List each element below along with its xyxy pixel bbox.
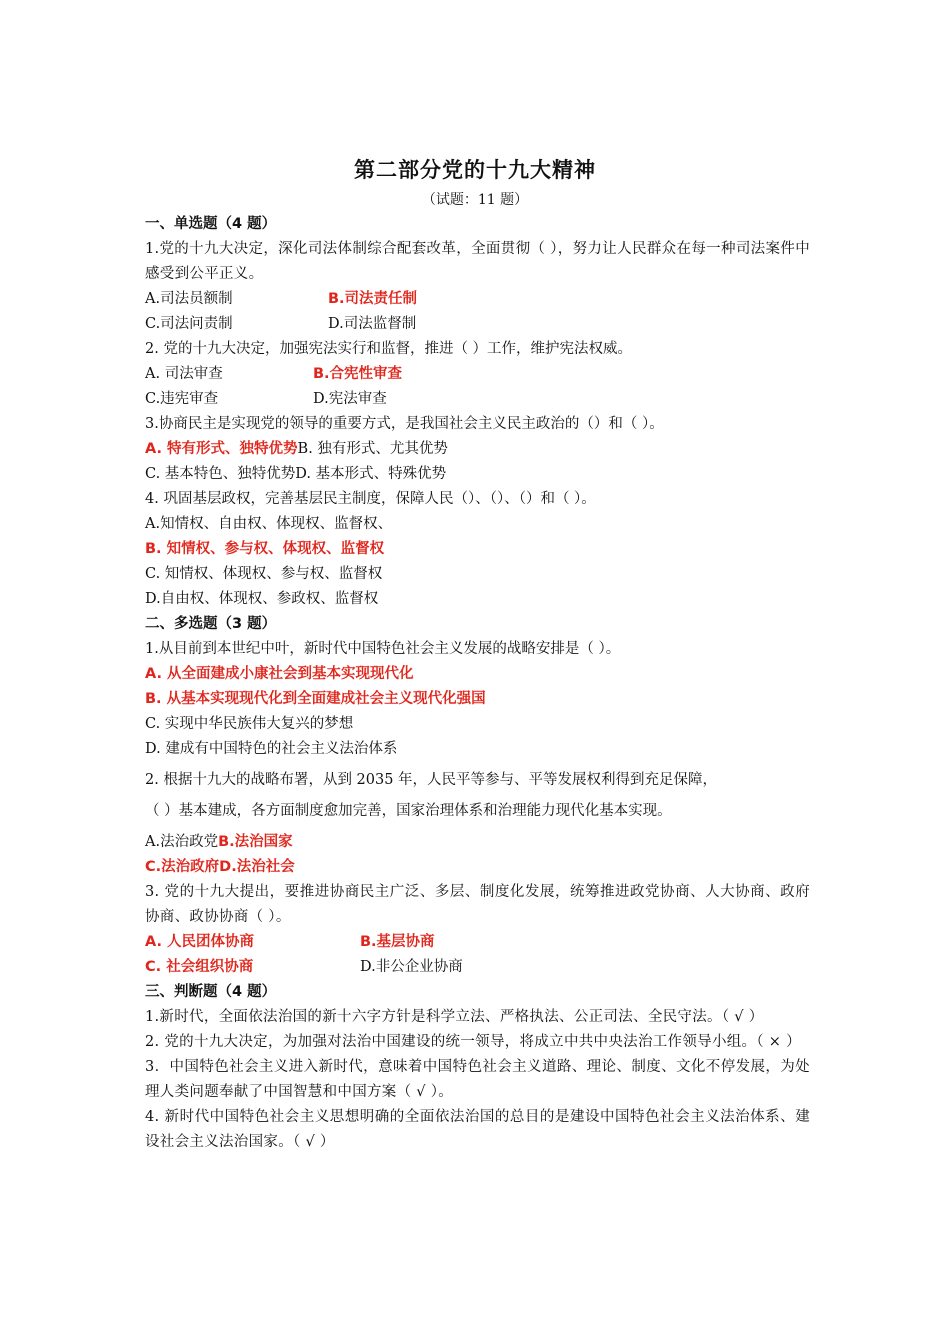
s2-q3-option-b-answer: B.基层协商 xyxy=(360,934,435,950)
s2-q2-option-b-answer: B.法治国家 xyxy=(218,834,293,850)
s1-q3-option-c: C. 基本特色、独特优势 xyxy=(145,466,296,482)
s2-q1-option-b-answer: B. 从基本实现现代化到全面建成社会主义现代化强国 xyxy=(145,691,486,707)
s1-q3-option-d: D. 基本形式、特殊优势 xyxy=(295,466,447,482)
s1-q4-option-c: C. 知情权、体现权、参与权、监督权 xyxy=(145,566,383,582)
s2-q3-options-row2 xyxy=(145,955,810,980)
s2-q2-text: 2. 根据十九大的战略布署，从到 2035 年，人民平等参与、平等发展权利得到充足保障， xyxy=(145,772,718,788)
s1-q3-text: 3.协商民主是实现党的领导的重要方式，是我国社会主义民主政治的（）和（ ）。 xyxy=(145,416,664,432)
s1-q4-option-d: D.自由权、体现权、参政权、监督权 xyxy=(145,591,379,607)
s1-q2-text: 2. 党的十九大决定，加强宪法实行和监督，推进（ ）工作，维护宪法权威。 xyxy=(145,341,633,357)
s1-q1-options-row2 xyxy=(145,312,810,337)
s1-q1-option-a: A.司法员额制 xyxy=(145,291,233,307)
s1-q4-text: 4. 巩固基层政权，完善基层民主制度，保障人民（）、（）、（）和（ ）。 xyxy=(145,491,596,507)
s2-q3-text: 3. 党的十九大提出，要推进协商民主广泛、多层、制度化发展，统筹推进政党协商、人大协商、政府协商、政协协商（ ）。 xyxy=(145,884,810,925)
section-heading-single-choice: 一、单选题（4 题） xyxy=(145,216,277,232)
s2-q2-options-row2 xyxy=(145,855,810,880)
s2-q2-option-c-answer: C.法治政府 xyxy=(145,859,220,875)
s2-q2-option-d-answer: D.法治社会 xyxy=(219,859,295,875)
section-heading-multiple-choice: 二、多选题（3 题） xyxy=(145,616,277,632)
s1-q2-option-b-answer: B.合宪性审查 xyxy=(313,366,403,382)
s1-q1-option-b-answer: B.司法责任制 xyxy=(328,291,418,307)
s1-q2-options-row2 xyxy=(145,387,810,412)
s3-q2-text: 2. 党的十九大决定，为加强对法治中国建设的统一领导，将成立中共中央法治工作领导小组。（ × ） xyxy=(145,1034,801,1050)
s2-q1-option-a-answer: A. 从全面建成小康社会到基本实现现代化 xyxy=(145,666,414,682)
page-subtitle: （试题：11 题） xyxy=(421,192,529,208)
s1-q4-option-a: A.知情权、自由权、体现权、监督权、 xyxy=(145,516,393,532)
s1-q2-option-a: A. 司法审查 xyxy=(145,366,223,382)
s2-q3-option-c-answer: C. 社会组织协商 xyxy=(145,959,254,975)
s2-q2-option-a: A.法治政党 xyxy=(145,834,219,850)
s3-q3-text: 3．中国特色社会主义进入新时代，意味着中国特色社会主义道路、理论、制度、文化不停发展，为处理人类问题奉献了中国智慧和中国方案（ √ ）。 xyxy=(145,1059,810,1100)
s1-q1-options-row1 xyxy=(145,287,810,312)
s2-q2-options-row1 xyxy=(145,830,810,855)
s1-q2-options-row1 xyxy=(145,362,810,387)
s1-q4-option-b-answer: B. 知情权、参与权、体现权、监督权 xyxy=(145,541,385,557)
s1-q3-option-b: B. 独有形式、尤其优势 xyxy=(297,441,448,457)
s1-q2-option-c: C.违宪审查 xyxy=(145,391,219,407)
s3-q4-text: 4. 新时代中国特色社会主义思想明确的全面依法治国的总目的是建设中国特色社会主义法治体系、建设社会主义法治国家。（ √ ） xyxy=(145,1109,810,1150)
s2-q1-text: 1.从目前到本世纪中叶，新时代中国特色社会主义发展的战略安排是（ ）。 xyxy=(145,641,621,657)
s1-q3-option-a-answer: A. 特有形式、独特优势 xyxy=(145,441,298,457)
page-title: 第二部分党的十九大精神 xyxy=(354,158,596,182)
s2-q1-option-d: D. 建成有中国特色的社会主义法治体系 xyxy=(145,741,398,757)
question-content xyxy=(145,212,810,1155)
s1-q1-option-c: C.司法问责制 xyxy=(145,316,233,332)
s2-q1-option-c: C. 实现中华民族伟大复兴的梦想 xyxy=(145,716,354,732)
s1-q3-options-row2 xyxy=(145,462,810,487)
s1-q1-option-d: D.司法监督制 xyxy=(328,316,417,332)
s3-q1-text: 1.新时代，全面依法治国的新十六字方针是科学立法、严格执法、公正司法、全民守法。（ √ ） xyxy=(145,1009,764,1025)
s2-q2-text-continued: （ ）基本建成，各方面制度愈加完善，国家治理体系和治理能力现代化基本实现。 xyxy=(145,803,672,819)
s2-q3-option-d: D.非公企业协商 xyxy=(360,959,463,975)
s2-q3-option-a-answer: A. 人民团体协商 xyxy=(145,934,255,950)
s2-q3-options-row1 xyxy=(145,930,810,955)
s1-q3-options-row1 xyxy=(145,437,810,462)
s1-q2-option-d: D.宪法审查 xyxy=(313,391,387,407)
s1-q1-text: 1.党的十九大决定，深化司法体制综合配套改革，全面贯彻（ ），努力让人民群众在每一种司法案件中感受到公平正义。 xyxy=(145,241,810,282)
section-heading-true-false: 三、判断题（4 题） xyxy=(145,984,277,1000)
